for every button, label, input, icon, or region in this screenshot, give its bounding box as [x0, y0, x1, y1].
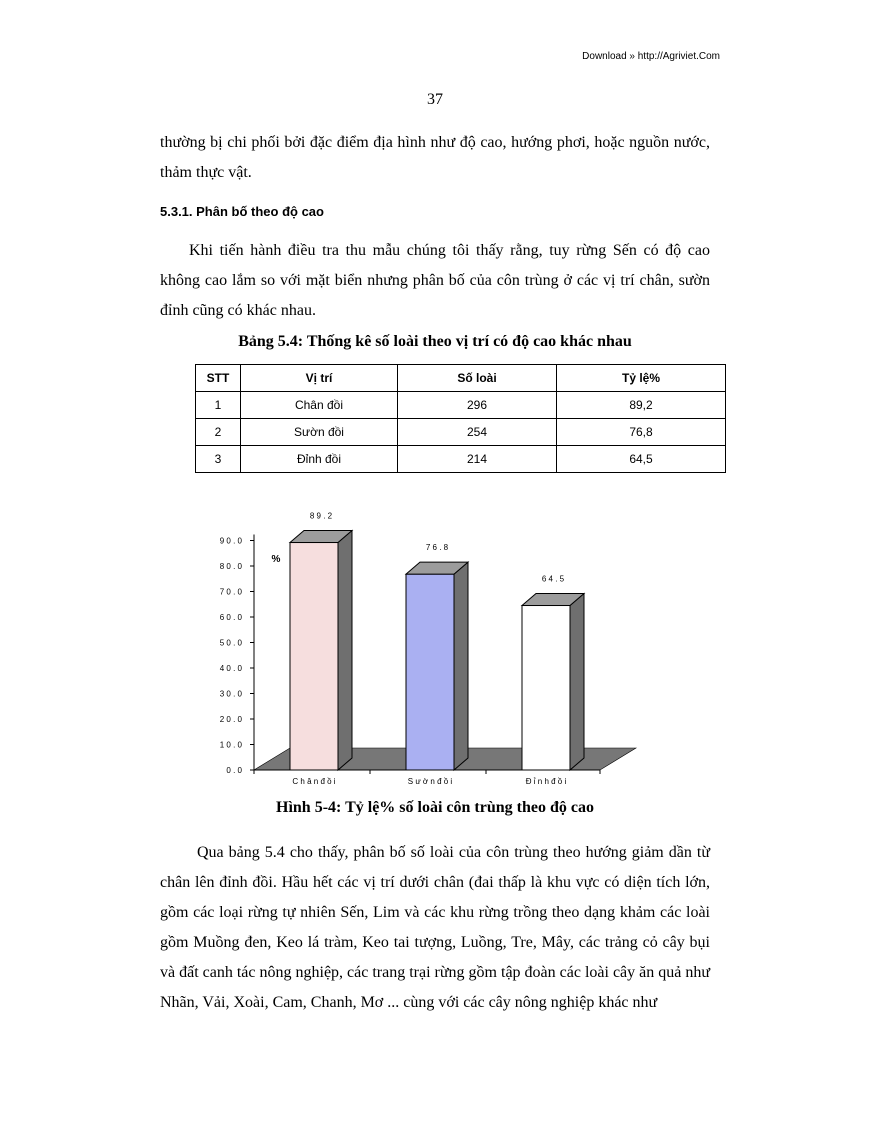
section-heading: 5.3.1. Phân bố theo độ cao — [160, 204, 324, 219]
table-cell: 89,2 — [557, 392, 726, 419]
table-cell: 64,5 — [557, 446, 726, 473]
y-tick-label: 8 0 . 0 — [219, 562, 242, 571]
table-header-row — [196, 365, 726, 392]
y-axis-label: % — [271, 554, 281, 565]
paragraph-intro: thường bị chi phối bởi đặc điểm địa hình như độ cao, hướng phơi, hoặc nguồn nước, thảm thực vật. — [160, 134, 710, 181]
table-row — [196, 419, 726, 446]
bar — [290, 543, 338, 770]
figure-caption: Hình 5-4: Tỷ lệ% số loài côn trùng theo độ cao — [276, 799, 594, 816]
bar-side — [570, 594, 584, 770]
y-tick-label: 0 . 0 — [226, 766, 242, 775]
header-position: Vị trí — [241, 365, 398, 392]
table-cell: Đỉnh đồi — [241, 446, 398, 473]
header-stt: STT — [196, 365, 241, 392]
bar-side — [338, 531, 352, 770]
y-tick-label: 9 0 . 0 — [219, 536, 242, 546]
table-cell: 214 — [398, 446, 557, 473]
table-cell: 1 — [196, 392, 241, 419]
paragraph-analysis: Qua bảng 5.4 cho thấy, phân bố số loài của côn trùng theo hướng giảm dần từ chân lên đỉnh đồi. Hầu hết các vị trí dưới chân (đai thấp là khu vực có diện tích lớn, gồm các loại rừng tự nhiên Sến, Lim và các khu rừng trồng theo dạng khảm các loài gồm Muồng đen, Keo lá tràm, Keo tai tượng, Luồng, Tre, Mây, các trảng cỏ cây bụi và đất canh tác nông nghiệp, các trang trại rừng gồm tập đoàn các loài cây ăn quả như Nhãn, Vải, Xoài, Cam, Chanh, Mơ ... cùng với các cây nông nghiệp khác như — [160, 844, 711, 1011]
x-tick-label: Đ ỉ n h đ ồ i — [525, 777, 567, 786]
table-cell: Sườn đồi — [241, 419, 398, 446]
bar — [406, 574, 454, 770]
table-caption: Bảng 5.4: Thống kê số loài theo vị trí có độ cao khác nhau — [238, 333, 632, 350]
table-cell: 76,8 — [557, 419, 726, 446]
download-link[interactable]: Download » http://Agriviet.Com — [582, 51, 720, 62]
bar-side — [454, 562, 468, 770]
y-tick-label: 6 0 . 0 — [219, 613, 242, 622]
header-species-count: Số loài — [398, 365, 557, 392]
table-row — [196, 392, 726, 419]
x-tick-label: S ư ờ n đ ồ i — [407, 777, 453, 786]
bar — [522, 606, 570, 770]
x-tick-label: C h â n đ ồ i — [292, 777, 336, 786]
table-cell: 3 — [196, 446, 241, 473]
y-tick-label: 4 0 . 0 — [219, 664, 242, 673]
y-tick-label: 1 0 . 0 — [219, 740, 242, 750]
paragraph-survey: Khi tiến hành điều tra thu mẫu chúng tôi thấy rằng, tuy rừng Sến có độ cao không cao lắm so với mặt biển nhưng phân bố của côn trùng ở các vị trí chân, sườn đỉnh cũng có khác nhau. — [160, 242, 710, 319]
page-number: 37 — [427, 91, 443, 108]
data-label: 6 4 . 5 — [541, 574, 565, 584]
table-row — [196, 446, 726, 473]
y-tick-label: 7 0 . 0 — [219, 587, 242, 597]
table-cell: 296 — [398, 392, 557, 419]
table-cell: 2 — [196, 419, 241, 446]
table-cell: Chân đồi — [241, 392, 398, 419]
header-ratio: Tỷ lệ% — [557, 365, 726, 392]
bar-chart — [190, 511, 650, 795]
data-label: 8 9 . 2 — [309, 511, 333, 521]
y-tick-label: 5 0 . 0 — [219, 638, 242, 648]
species-table — [195, 364, 726, 473]
y-tick-label: 2 0 . 0 — [219, 715, 242, 724]
table-cell: 254 — [398, 419, 557, 446]
data-label: 7 6 . 8 — [425, 543, 449, 553]
y-tick-label: 3 0 . 0 — [219, 689, 242, 699]
